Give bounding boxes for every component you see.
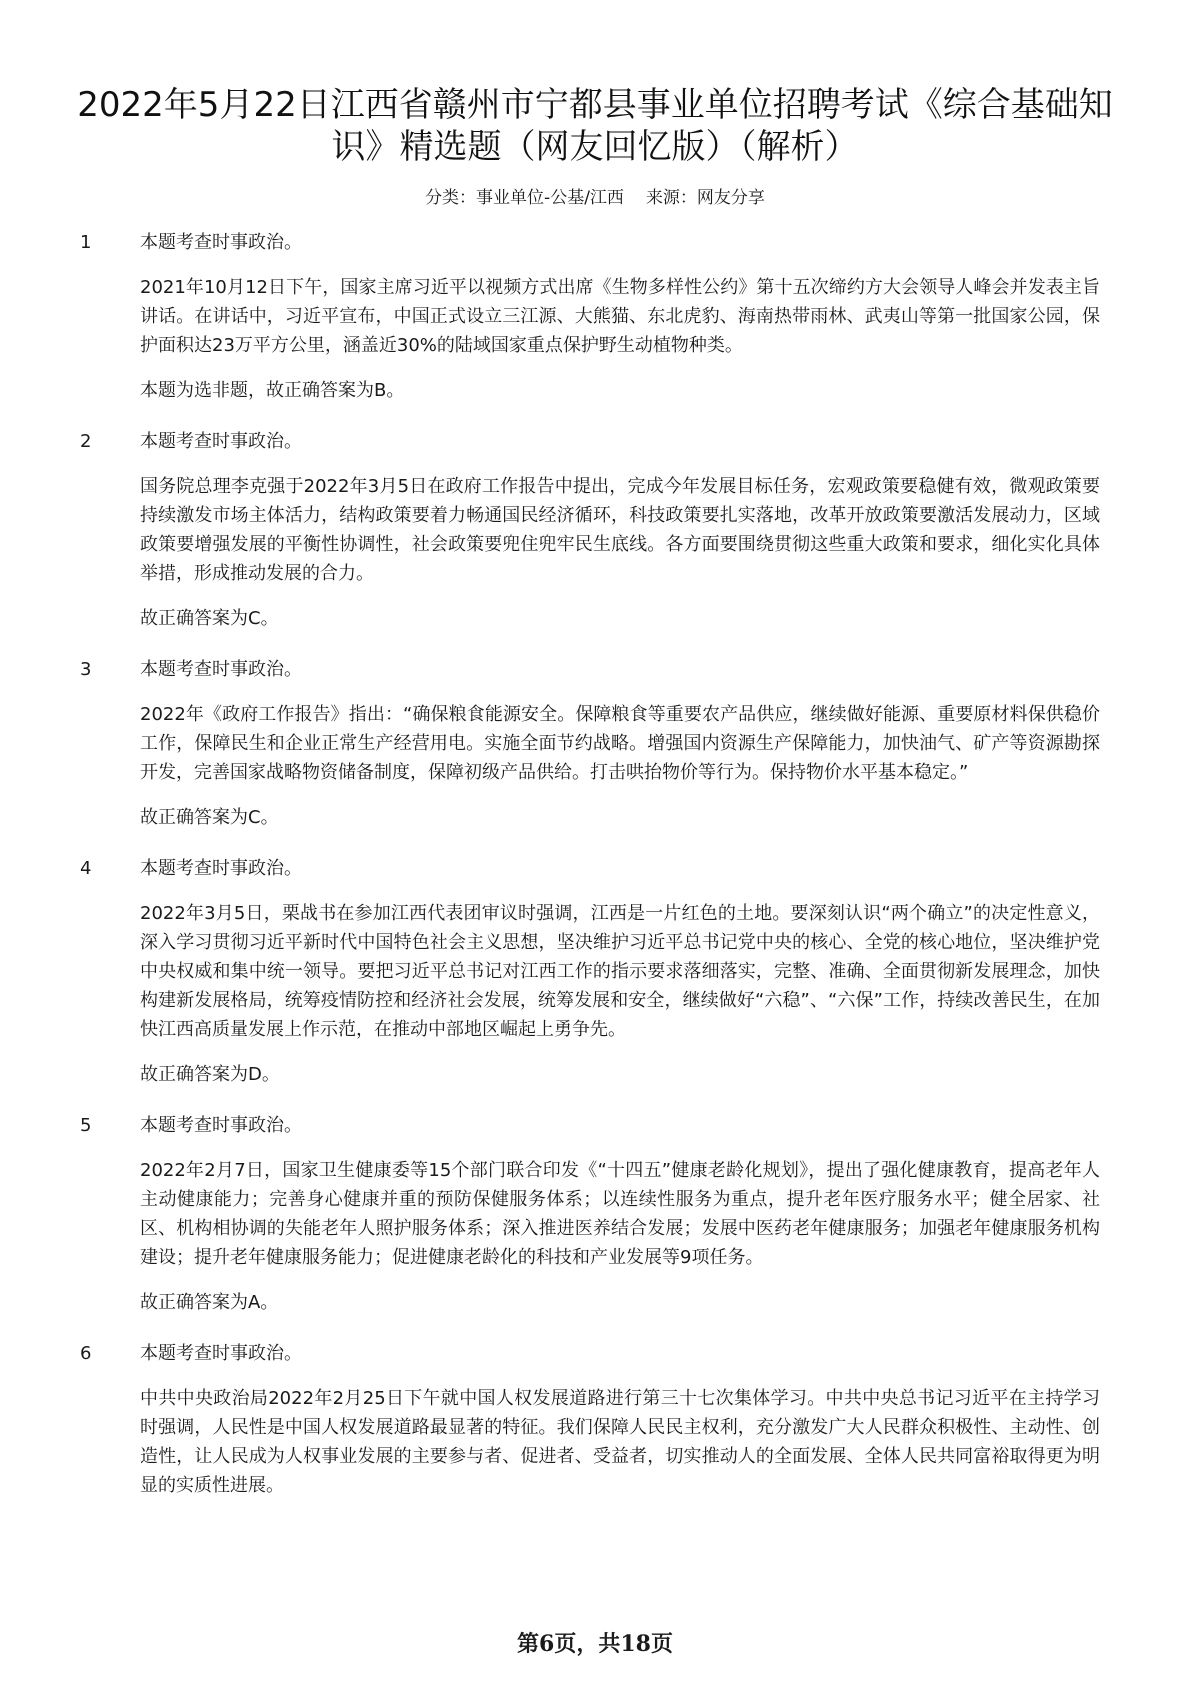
question-item [80, 1111, 1100, 1317]
question-item [80, 1339, 1100, 1500]
question-item [80, 655, 1100, 832]
question-item [80, 854, 1100, 1089]
category-label: 分类：事业单位-公基/江西 [425, 188, 624, 208]
question-number: 5 [80, 1115, 92, 1136]
question-item [80, 427, 1100, 633]
question-heading: 本题考查时事政治。 [140, 858, 302, 879]
question-explanation: 2022年《政府工作报告》指出：“确保粮食能源安全。保障粮食等重要农产品供应，继续做好能源、重要原材料保供稳价工作，保障民生和企业正常生产经营用电。实施全面节约战略。增强国内资源生产保障能力，加快油气、矿产等资源勘探开发，完善国家战略物资储备制度，保障初级产品供给。打击哄抬物价等行为。保持物价水平基本稳定。” [140, 704, 1100, 783]
question-explanation: 2022年2月7日，国家卫生健康委等15个部门联合印发《“十四五”健康老龄化规划》，提出了强化健康教育，提高老年人主动健康能力；完善身心健康并重的预防保健服务体系；以连续性服务为重点，提升老年医疗服务水平；健全居家、社区、机构相协调的失能老年人照护服务体系；深入推进医养结合发展；发展中医药老年健康服务；加强老年健康服务机构建设；提升老年健康服务能力；促进健康老龄化的科技和产业发展等9项任务。 [140, 1160, 1100, 1268]
question-item [80, 228, 1100, 405]
question-heading: 本题考查时事政治。 [140, 431, 302, 452]
question-explanation: 中共中央政治局2022年2月25日下午就中国人权发展道路进行第三十七次集体学习。中共中央总书记习近平在主持学习时强调，人民性是中国人权发展道路最显著的特征。我们保障人民民主权利，充分激发广大人民群众积极性、主动性、创造性，让人民成为人权事业发展的主要参与者、促进者、受益者，切实推动人的全面发展、全体人民共同富裕取得更为明显的实质性进展。 [140, 1388, 1100, 1496]
question-heading: 本题考查时事政治。 [140, 1343, 302, 1364]
question-number: 2 [80, 431, 92, 452]
question-list [80, 228, 1100, 1522]
question-answer: 故正确答案为A。 [140, 1292, 279, 1313]
question-answer: 故正确答案为C。 [140, 608, 279, 629]
question-number: 6 [80, 1343, 92, 1364]
question-number: 4 [80, 858, 92, 879]
question-answer: 本题为选非题，故正确答案为B。 [140, 380, 405, 401]
question-number: 3 [80, 659, 92, 680]
page-title: 2022年5月22日江西省赣州市宁都县事业单位招聘考试《综合基础知识》精选题（网友回忆版）（解析） [77, 85, 1113, 167]
document-meta [0, 186, 1190, 210]
source-label: 来源：网友分享 [645, 188, 765, 208]
question-answer: 故正确答案为C。 [140, 807, 279, 828]
question-answer: 故正确答案为D。 [140, 1064, 280, 1085]
question-heading: 本题考查时事政治。 [140, 232, 302, 253]
page-number-footer: 第6页，共18页 [517, 1631, 673, 1657]
question-heading: 本题考查时事政治。 [140, 1115, 302, 1136]
question-number: 1 [80, 232, 92, 253]
question-explanation: 国务院总理李克强于2022年3月5日在政府工作报告中提出，完成今年发展目标任务，宏观政策要稳健有效，微观政策要持续激发市场主体活力，结构政策要着力畅通国民经济循环，科技政策要扎实落地，改革开放政策要激活发展动力，区域政策要增强发展的平衡性协调性，社会政策要兜住兜牢民生底线。各方面要围绕贯彻这些重大政策和要求，细化实化具体举措，形成推动发展的合力。 [140, 476, 1100, 584]
question-explanation: 2021年10月12日下午，国家主席习近平以视频方式出席《生物多样性公约》第十五次缔约方大会领导人峰会并发表主旨讲话。在讲话中，习近平宣布，中国正式设立三江源、大熊猫、东北虎豹、海南热带雨林、武夷山等第一批国家公园，保护面积达23万平方公里，涵盖近30%的陆域国家重点保护野生动植物种类。 [140, 277, 1100, 356]
question-explanation: 2022年3月5日，栗战书在参加江西代表团审议时强调，江西是一片红色的土地。要深刻认识“两个确立”的决定性意义，深入学习贯彻习近平新时代中国特色社会主义思想，坚决维护习近平总书记党中央的核心、全党的核心地位，坚决维护党中央权威和集中统一领导。要把习近平总书记对江西工作的指示要求落细落实，完整、准确、全面贯彻新发展理念，加快构建新发展格局，统筹疫情防控和经济社会发展，统筹发展和安全，继续做好“六稳”、“六保”工作，持续改善民生，在加快江西高质量发展上作示范，在推动中部地区崛起上勇争先。 [140, 903, 1100, 1040]
question-heading: 本题考查时事政治。 [140, 659, 302, 680]
